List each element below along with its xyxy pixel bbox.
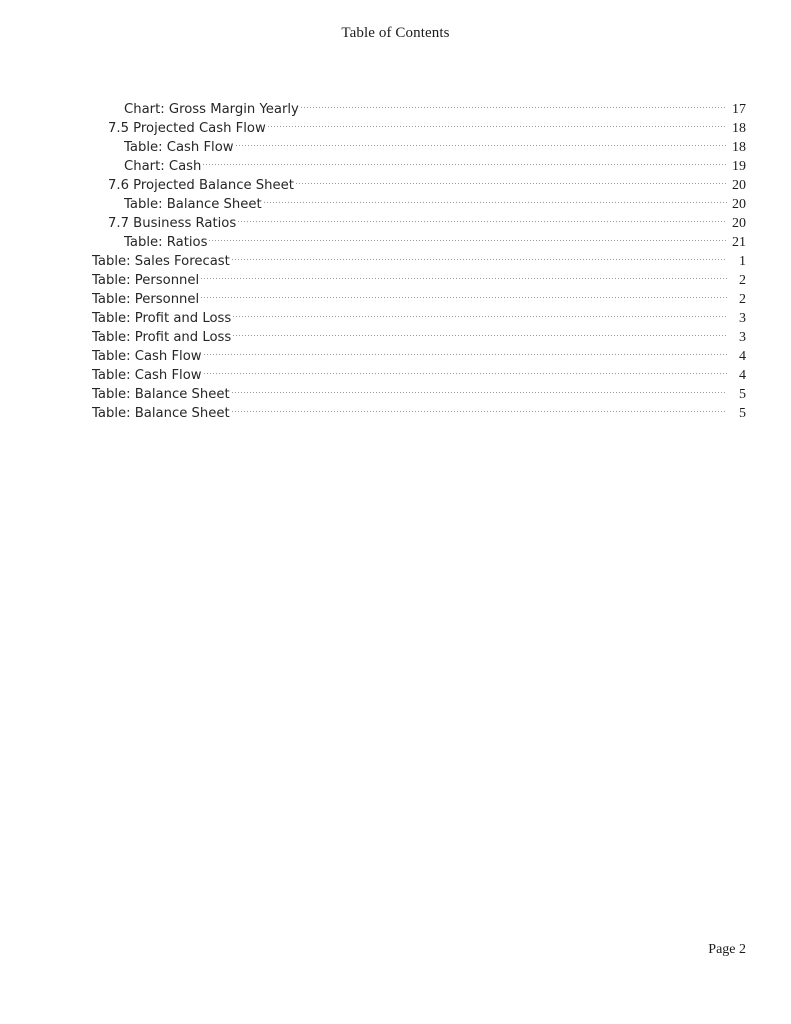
- toc-entry-label: Table: Cash Flow: [92, 349, 202, 364]
- toc-dot-leader: [301, 94, 727, 113]
- toc-entry-label: Table: Personnel: [92, 273, 200, 288]
- toc-entry-label: Table: Personnel: [92, 292, 200, 307]
- toc-entry-page-number: 5: [739, 406, 746, 421]
- toc-entry-page-number: 18: [732, 140, 746, 155]
- toc-dot-leader: [268, 113, 727, 132]
- toc-entry-label: 7.6 Projected Balance Sheet: [108, 178, 294, 193]
- toc-dot-leader: [204, 341, 727, 360]
- toc-entry-label: Table: Balance Sheet: [124, 197, 262, 212]
- toc-dot-leader: [296, 170, 727, 189]
- toc-entry-page-number: 2: [739, 273, 746, 288]
- toc-entry[interactable]: [92, 94, 746, 117]
- toc-entry-label: Chart: Gross Margin Yearly: [124, 102, 299, 117]
- toc-dot-leader: [203, 151, 727, 170]
- toc-dot-leader: [233, 322, 727, 341]
- toc-dot-leader: [236, 132, 727, 151]
- toc-entry-label: Table: Cash Flow: [124, 140, 234, 155]
- toc-entry-page-number: 5: [739, 387, 746, 402]
- toc-entry-page-number: 4: [739, 368, 746, 383]
- toc-entry-page-number: 1: [739, 254, 746, 269]
- page-header-title: Table of Contents: [341, 25, 450, 41]
- toc-entry-label: Table: Balance Sheet: [92, 387, 230, 402]
- toc-entry-label: Table: Balance Sheet: [92, 406, 230, 421]
- toc-dot-leader: [201, 284, 727, 303]
- table-of-contents-list: [92, 94, 746, 421]
- toc-entry-page-number: 19: [732, 159, 746, 174]
- toc-entry-label: Table: Cash Flow: [92, 368, 202, 383]
- toc-entry-page-number: 4: [739, 349, 746, 364]
- toc-entry-page-number: 20: [732, 178, 746, 193]
- page-footer-label: Page 2: [708, 942, 746, 957]
- toc-entry-page-number: 20: [732, 216, 746, 231]
- toc-entry-page-number: 3: [739, 311, 746, 326]
- toc-dot-leader: [204, 360, 727, 379]
- toc-entry-label: Chart: Cash: [124, 159, 202, 174]
- toc-dot-leader: [232, 246, 727, 265]
- toc-dot-leader: [201, 265, 727, 284]
- toc-dot-leader: [264, 189, 727, 208]
- toc-entry-page-number: 3: [739, 330, 746, 345]
- toc-entry-page-number: 2: [739, 292, 746, 307]
- toc-entry-page-number: 18: [732, 121, 746, 136]
- toc-dot-leader: [238, 208, 727, 227]
- toc-entry-label: Table: Sales Forecast: [92, 254, 230, 269]
- toc-dot-leader: [232, 398, 727, 417]
- toc-dot-leader: [233, 303, 727, 322]
- toc-entry-label: Table: Ratios: [124, 235, 208, 250]
- toc-entry-page-number: 17: [732, 102, 746, 117]
- toc-dot-leader: [232, 379, 727, 398]
- toc-entry-label: Table: Profit and Loss: [92, 311, 232, 326]
- toc-entry-label: 7.7 Business Ratios: [108, 216, 237, 231]
- toc-entry-page-number: 20: [732, 197, 746, 212]
- toc-dot-leader: [209, 227, 727, 246]
- toc-entry-label: 7.5 Projected Cash Flow: [108, 121, 266, 136]
- toc-entry-page-number: 21: [732, 235, 746, 250]
- toc-entry-label: Table: Profit and Loss: [92, 330, 232, 345]
